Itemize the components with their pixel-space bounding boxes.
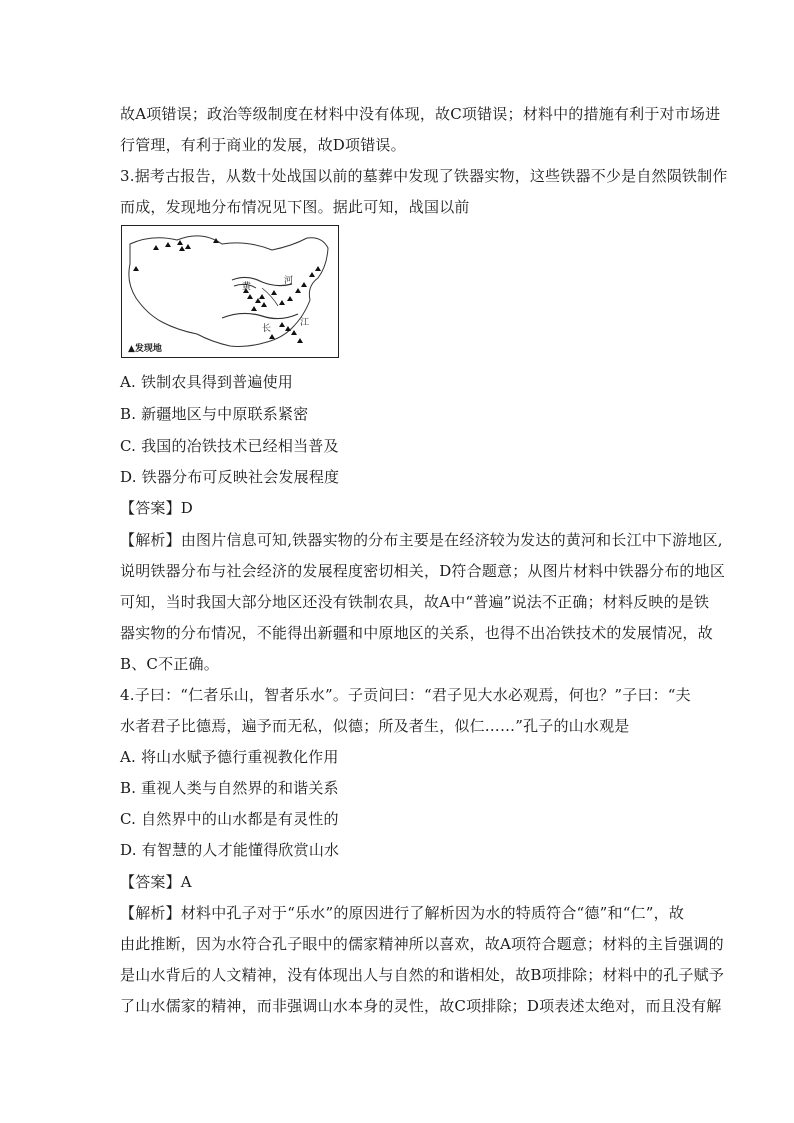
q4-analysis (120, 903, 685, 923)
q3-answer: 【答案】D (120, 499, 194, 517)
map-label-chang: 长 (262, 324, 272, 334)
text-line: 故A项错误；政治等级制度在材料中没有体现，故C项错误；材料中的措施有利于对市场进 (120, 105, 721, 123)
map-legend: ▲发现地 (128, 344, 162, 354)
q4-option-d: D. 有智慧的人才能懂得欣赏山水 (120, 841, 340, 859)
iron-artifact-distribution-map (121, 225, 339, 358)
text-line: 行管理，有利于商业的发展，故D项错误。 (120, 136, 406, 154)
q4-answer: 【答案】A (120, 873, 192, 891)
q4-analysis: 是山水背后的人文精神，没有体现出人与自然的和谐相处，故B项排除；材料中的孔子赋予 (120, 966, 725, 984)
q3-analysis: B、C不正确。 (120, 655, 219, 673)
question-4-stem: 4.子曰：“仁者乐山，智者乐水”。子贡问曰：“君子见大水必观焉，何也？”子曰：“夫 (120, 686, 691, 704)
question-4-stem: 水者君子比德焉，遍予而无私，似德；所及者生，似仁……”孔子的山水观是 (120, 717, 630, 735)
q3-analysis (120, 530, 723, 550)
q3-option-b: B. 新疆地区与中原联系紧密 (120, 405, 309, 423)
analysis-label: 【解析】 (120, 531, 181, 549)
q4-analysis: 了山水儒家的精神，而非强调山水本身的灵性，故C项排除；D项表述太绝对，而且没有解 (120, 997, 722, 1015)
map-label-jiang: 江 (300, 318, 310, 328)
q3-analysis: 器实物的分布情况，不能得出新疆和中原地区的关系，也得不出冶铁技术的发展情况，故 (120, 624, 713, 642)
q4-analysis: 由此推断，因为水符合孔子眼中的儒家精神所以喜欢，故A项符合题意；材料的主旨强调的 (120, 935, 724, 953)
q3-option-c: C. 我国的冶铁技术已经相当普及 (120, 437, 339, 455)
q3-analysis: 说明铁器分布与社会经济的发展程度密切相关，D符合题意；从图片材料中铁器分布的地区 (120, 562, 726, 580)
q4-option-a: A. 将山水赋予德行重视教化作用 (120, 748, 339, 766)
question-3-stem: 3.据考古报告，从数十处战国以前的墓葬中发现了铁器实物，这些铁器不少是自然陨铁制作 (120, 167, 728, 185)
q3-analysis: 可知，当时我国大部分地区还没有铁制农具，故A中“普遍”说法不正确；材料反映的是铁 (120, 593, 710, 611)
map-label-huang: 黄 (242, 282, 252, 292)
analysis-label: 【解析】 (120, 904, 181, 922)
china-map-outline-icon (122, 226, 337, 356)
analysis-text: 由图片信息可知,铁器实物的分布主要是在经济较为发达的黄河和长江中下游地区, (180, 531, 723, 549)
q3-option-d: D. 铁器分布可反映社会发展程度 (120, 468, 340, 486)
question-3-stem: 而成，发现地分布情况见下图。据此可知，战国以前 (120, 198, 470, 216)
map-label-he: 河 (284, 276, 294, 286)
q4-option-b: B. 重视人类与自然界的和谐关系 (120, 779, 339, 797)
q3-option-a: A. 铁制农具得到普遍使用 (120, 373, 293, 391)
q4-option-c: C. 自然界中的山水都是有灵性的 (120, 810, 339, 828)
analysis-text: 材料中孔子对于“乐水”的原因进行了解析因为水的特质符合“德”和“仁”，故 (180, 904, 685, 922)
